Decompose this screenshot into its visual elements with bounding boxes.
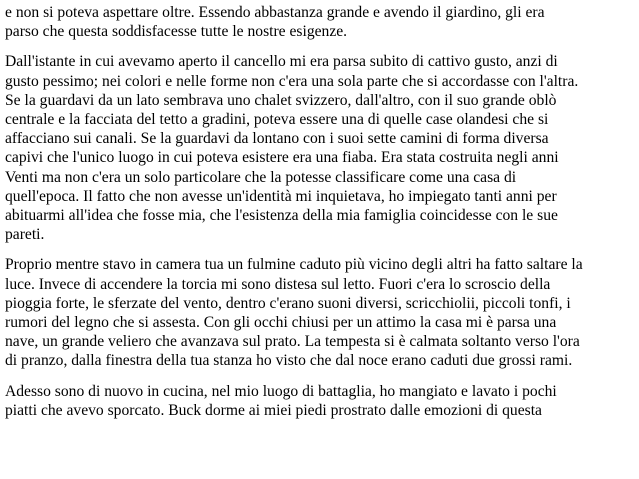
paragraph-3 xyxy=(5,255,635,370)
text-line: Proprio mentre stavo in camera tua un fulmine caduto più vicino degli altri ha fatto saltare la xyxy=(5,256,583,274)
text-line: luce. Invece di accendere la torcia mi sono distesa sul letto. Fuori c'era lo scroscio della xyxy=(5,275,551,293)
text-line: rumori del legno che si assesta. Con gli occhi chiusi per un attimo la casa mi è parsa una xyxy=(5,314,557,332)
text-line: Adesso sono di nuovo in cucina, nel mio luogo di battaglia, ho mangiato e lavato i pochi xyxy=(5,382,557,400)
document-page xyxy=(5,3,635,420)
paragraph-4 xyxy=(5,382,635,420)
text-line: capivi che l'unico luogo in cui poteva esistere era una fiaba. Era stata costruita negli anni xyxy=(5,149,559,167)
text-line: gusto pessimo; nei colori e nelle forme non c'era una sola parte che si accordasse con l'altra. xyxy=(5,72,579,90)
text-line: affacciano sui canali. Se la guardavi da lontano con i suoi sette camini di forma diversa xyxy=(5,130,549,148)
text-line: pareti. xyxy=(5,226,45,244)
text-line: centrale e la facciata del tetto a gradini, poteva essere una di quelle case olandesi che si xyxy=(5,111,549,129)
text-line: pioggia forte, le sferzate del vento, dentro c'erano suoni diversi, scricchiolii, piccoli tonfi, i xyxy=(5,294,571,312)
text-line: e non si poteva aspettare oltre. Essendo abbastanza grande e avendo il giardino, gli era xyxy=(5,4,545,21)
text-line: di pranzo, dalla finestra della tua stanza ho visto che dal noce erano caduti due grossi rami. xyxy=(5,352,573,370)
text-line: quell'epoca. Il fatto che non avesse un'identità mi inquietava, ho impiegato tanti anni per xyxy=(5,187,557,205)
text-line: parso che questa soddisfacesse tutte le nostre esigenze. xyxy=(5,23,348,41)
paragraph-2 xyxy=(5,52,635,244)
text-line: piatti che avevo sporcato. Buck dorme ai miei piedi prostrato dalle emozioni di questa xyxy=(5,401,542,419)
text-line: Dall'istante in cui avevamo aperto il cancello mi era parsa subito di cattivo gusto, anzi di xyxy=(5,53,558,71)
text-line: Venti ma non c'era un solo particolare che la potesse classificare come una casa di xyxy=(5,168,517,186)
text-line: Se la guardavi da un lato sembrava uno chalet svizzero, dall'altro, con il suo grande oblò xyxy=(5,91,557,109)
paragraph-1 xyxy=(5,3,635,41)
text-line: nave, un grande veliero che avanzava sul prato. La tempesta si è calmata soltanto verso l'ora xyxy=(5,333,580,351)
text-line: abituarmi all'idea che fosse mia, che l'esistenza della mia famiglia coincidesse con le sue xyxy=(5,207,558,225)
